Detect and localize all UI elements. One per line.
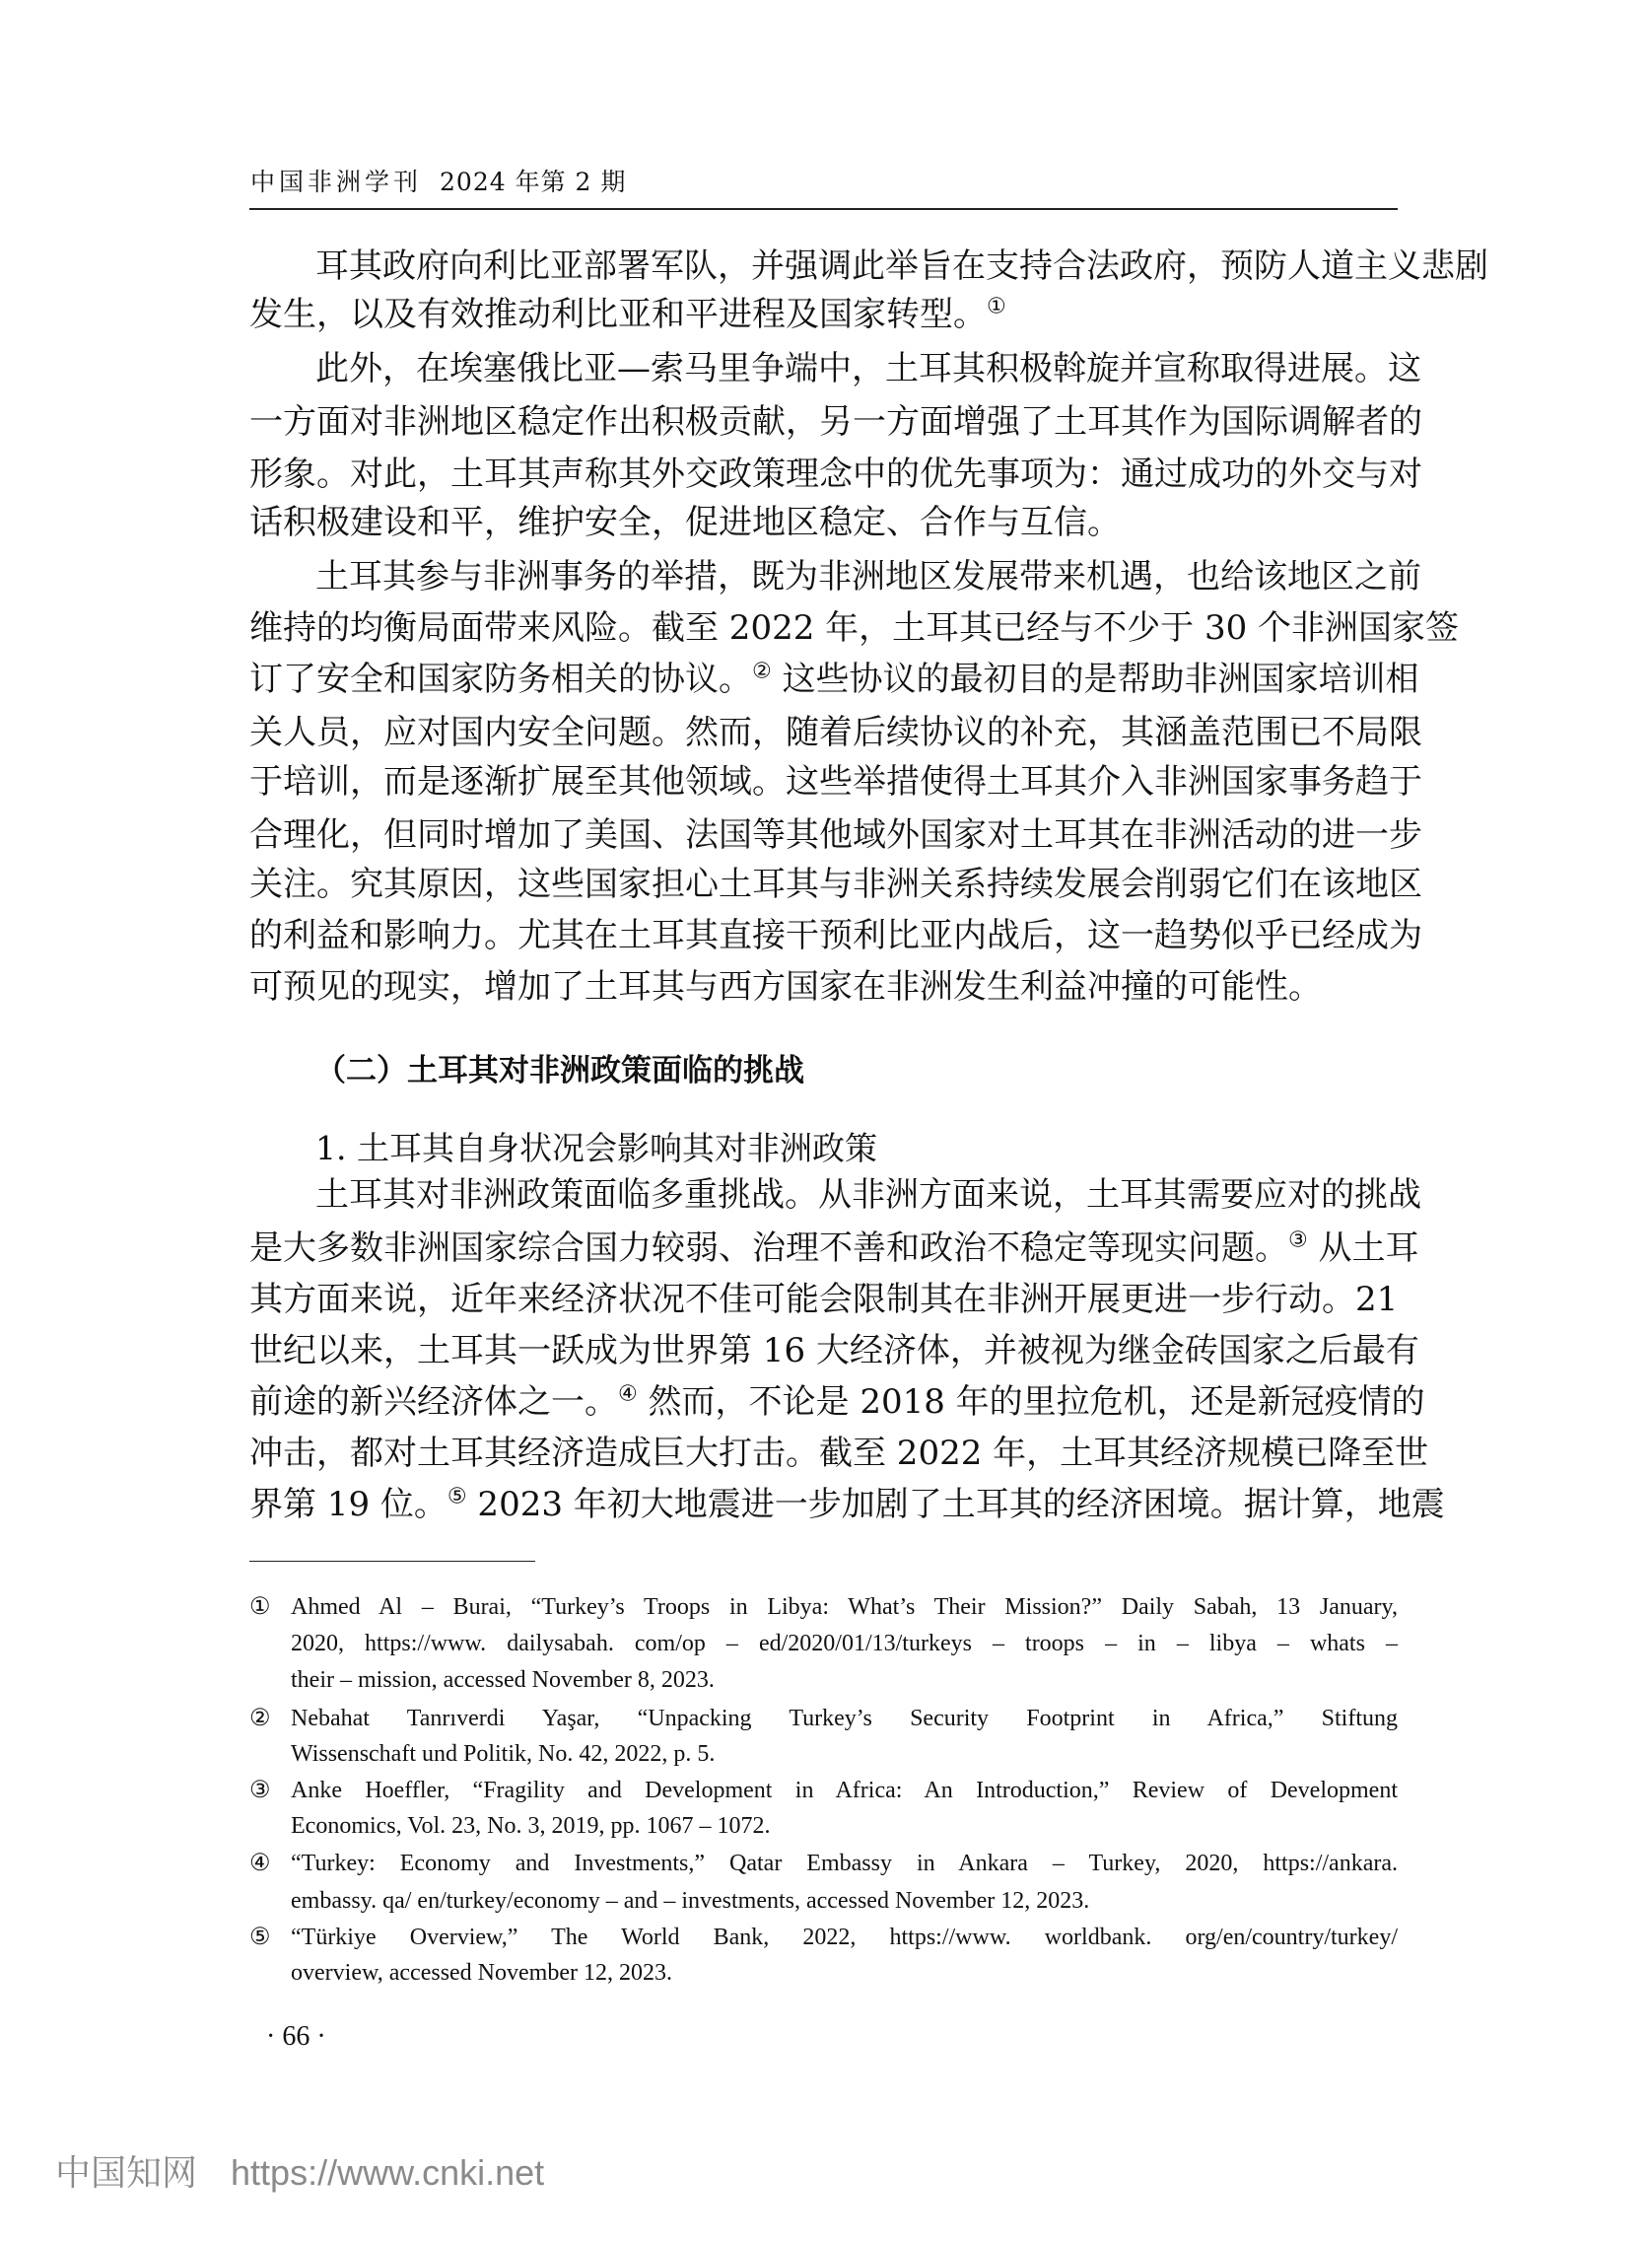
footnote-text: their – mission, accessed November 8, 2023. bbox=[291, 1667, 715, 1693]
footnote-ref[interactable]: ⑤ bbox=[447, 1484, 467, 1509]
footnote-number: ⑤ bbox=[249, 1925, 271, 1950]
line-text: 耳其政府向利比亚部署军队，并强调此举旨在支持合法政府，预防人道主义悲剧 bbox=[315, 246, 1488, 286]
footnote-ref[interactable]: ① bbox=[987, 294, 1006, 319]
body-line bbox=[315, 349, 1421, 388]
line-text: 关人员，应对国内安全问题。然而，随着后续协议的补充，其涵盖范围已不局限 bbox=[249, 713, 1422, 752]
body-line bbox=[249, 659, 1419, 699]
body-line bbox=[249, 1280, 1398, 1319]
body-line bbox=[249, 295, 1398, 334]
line-text: 订了安全和国家防务相关的协议。 bbox=[249, 660, 752, 699]
cnki-watermark bbox=[55, 2145, 544, 2196]
body-line bbox=[249, 1227, 1419, 1268]
footnote-line bbox=[249, 1886, 1398, 1916]
line-text: 冲击，都对土耳其经济造成巨大打击。截至 2022 年，土耳其经济规模已降至世 bbox=[249, 1434, 1429, 1473]
body-line bbox=[249, 1381, 1425, 1422]
footnote-line bbox=[249, 1665, 1398, 1695]
body-line bbox=[249, 967, 1398, 1007]
issue-label: 2024 年第 2 期 bbox=[440, 168, 627, 196]
line-text: 其方面来说，近年来经济状况不佳可能会限制其在非洲开展更进一步行动。21 bbox=[249, 1280, 1399, 1319]
line-text: 形象。对此，土耳其声称其外交政策理念中的优先事项为：通过成功的外交与对 bbox=[249, 455, 1422, 494]
body-line bbox=[249, 455, 1422, 494]
footnote-line bbox=[249, 1849, 1398, 1878]
body-line bbox=[249, 815, 1422, 855]
footnote-text: overview, accessed November 12, 2023. bbox=[291, 1960, 672, 1986]
footnote-text: Nebahat Tanrıverdi Yaşar, “Unpacking Turkey’s Security Footprint in Africa,” Stiftung bbox=[291, 1706, 1398, 1731]
footnote-line bbox=[249, 1592, 1398, 1622]
body-line bbox=[249, 916, 1422, 955]
line-text: 于培训，而是逐渐扩展至其他领域。这些举措使得土耳其介入非洲国家事务趋于 bbox=[249, 762, 1422, 802]
footnote-line bbox=[249, 1739, 1398, 1769]
line-text: 土耳其对非洲政策面临多重挑战。从非洲方面来说，土耳其需要应对的挑战 bbox=[315, 1175, 1421, 1215]
section-heading: （二）土耳其对非洲政策面临的挑战 bbox=[315, 1053, 804, 1088]
line-text: 土耳其参与非洲事务的举措，既为非洲地区发展带来机遇，也给该地区之前 bbox=[315, 557, 1421, 596]
line-text: 前途的新兴经济体之一。 bbox=[249, 1382, 618, 1422]
footnote-text: embassy. qa/ en/turkey/economy – and – investments, accessed November 12, 2023. bbox=[291, 1888, 1090, 1914]
footnote-text: Wissenschaft und Politik, No. 42, 2022, p. 5. bbox=[291, 1741, 716, 1767]
body-line bbox=[249, 1484, 1445, 1524]
watermark-brand: 中国知网 bbox=[55, 2152, 198, 2193]
line-text: 此外，在埃塞俄比亚—索马里争端中，土耳其积极斡旋并宣称取得进展。这 bbox=[315, 349, 1421, 388]
body-line bbox=[249, 865, 1422, 904]
footnote-number: ① bbox=[249, 1594, 271, 1620]
line-text: 合理化，但同时增加了美国、法国等其他域外国家对土耳其在非洲活动的进一步 bbox=[249, 815, 1422, 855]
line-text-after: 这些协议的最初目的是帮助非洲国家培训相 bbox=[771, 660, 1419, 699]
watermark-url: https://www.cnki.net bbox=[231, 2152, 545, 2193]
page-number: · 66 · bbox=[266, 2021, 326, 2052]
line-text: 可预见的现实，增加了土耳其与西方国家在非洲发生利益冲撞的可能性。 bbox=[249, 967, 1322, 1007]
footnote-number: ③ bbox=[249, 1778, 271, 1803]
footnote-text: Ahmed Al – Burai, “Turkey’s Troops in Libya: What’s Their Mission?” Daily Sabah, 13 January, bbox=[291, 1594, 1398, 1620]
header-rule bbox=[249, 208, 1398, 210]
footnote-rule bbox=[249, 1561, 535, 1562]
line-text: 界第 19 位。 bbox=[249, 1485, 447, 1524]
body-line bbox=[249, 1434, 1429, 1473]
body-line bbox=[315, 246, 1488, 286]
footnote-ref[interactable]: ③ bbox=[1288, 1227, 1308, 1253]
line-text: 发生，以及有效推动利比亚和平进程及国家转型。 bbox=[249, 295, 987, 334]
footnote-ref[interactable]: ④ bbox=[618, 1381, 638, 1407]
body-line bbox=[249, 402, 1422, 442]
footnote-number: ② bbox=[249, 1706, 271, 1731]
line-text: 关注。究其原因，这些国家担心土耳其与非洲关系持续发展会削弱它们在该地区 bbox=[249, 865, 1422, 904]
footnote-line bbox=[249, 1811, 1398, 1841]
footnote-text: “Türkiye Overview,” The World Bank, 2022, https://www. worldbank. org/en/country/turkey/ bbox=[291, 1925, 1398, 1950]
footnote-text: Anke Hoeffler, “Fragility and Development in Africa: An Introduction,” Review of Development bbox=[291, 1778, 1398, 1803]
line-text-after: 然而，不论是 2018 年的里拉危机，还是新冠疫情的 bbox=[637, 1382, 1425, 1422]
line-text: 是大多数非洲国家综合国力较弱、治理不善和政治不稳定等现实问题。 bbox=[249, 1228, 1288, 1268]
footnote-line bbox=[249, 1629, 1398, 1658]
footnote-text: “Turkey: Economy and Investments,” Qatar Embassy in Ankara – Turkey, 2020, https://ankara. bbox=[291, 1851, 1398, 1876]
journal-title: 中国非洲学刊 bbox=[250, 168, 423, 196]
body-line bbox=[249, 608, 1460, 648]
line-text: 一方面对非洲地区稳定作出积极贡献，另一方面增强了土耳其作为国际调解者的 bbox=[249, 402, 1422, 442]
footnote-line bbox=[249, 1923, 1398, 1952]
body-line bbox=[249, 503, 1398, 542]
line-text: 的利益和影响力。尤其在土耳其直接干预利比亚内战后，这一趋势似乎已经成为 bbox=[249, 916, 1422, 955]
footnote-number: ④ bbox=[249, 1851, 271, 1876]
line-text: 话积极建设和平，维护安全，促进地区稳定、合作与互信。 bbox=[249, 503, 1121, 542]
footnote-line bbox=[249, 1704, 1398, 1733]
line-text-after: 2023 年初大地震进一步加剧了土耳其的经济困境。据计算，地震 bbox=[466, 1485, 1445, 1524]
line-text: 维持的均衡局面带来风险。截至 2022 年，土耳其已经与不少于 30 个非洲国家签 bbox=[249, 608, 1460, 648]
body-line bbox=[249, 1331, 1419, 1370]
running-header bbox=[250, 163, 626, 198]
body-line bbox=[249, 713, 1422, 752]
body-line bbox=[315, 1175, 1421, 1215]
subsection-heading: 1. 土耳其自身状况会影响其对非洲政策 bbox=[315, 1129, 877, 1167]
body-line bbox=[249, 762, 1422, 802]
footnote-ref[interactable]: ② bbox=[752, 659, 772, 684]
body-line bbox=[315, 557, 1421, 596]
line-text-after: 从土耳 bbox=[1307, 1228, 1419, 1268]
footnote-text: 2020, https://www. dailysabah. com/op – ed/2020/01/13/turkeys – troops – in – libya – whats – bbox=[291, 1631, 1398, 1656]
footnote-line bbox=[249, 1776, 1398, 1805]
footnote-line bbox=[249, 1958, 1398, 1988]
footnote-text: Economics, Vol. 23, No. 3, 2019, pp. 1067 – 1072. bbox=[291, 1813, 771, 1839]
line-text: 世纪以来，土耳其一跃成为世界第 16 大经济体，并被视为继金砖国家之后最有 bbox=[249, 1331, 1419, 1370]
